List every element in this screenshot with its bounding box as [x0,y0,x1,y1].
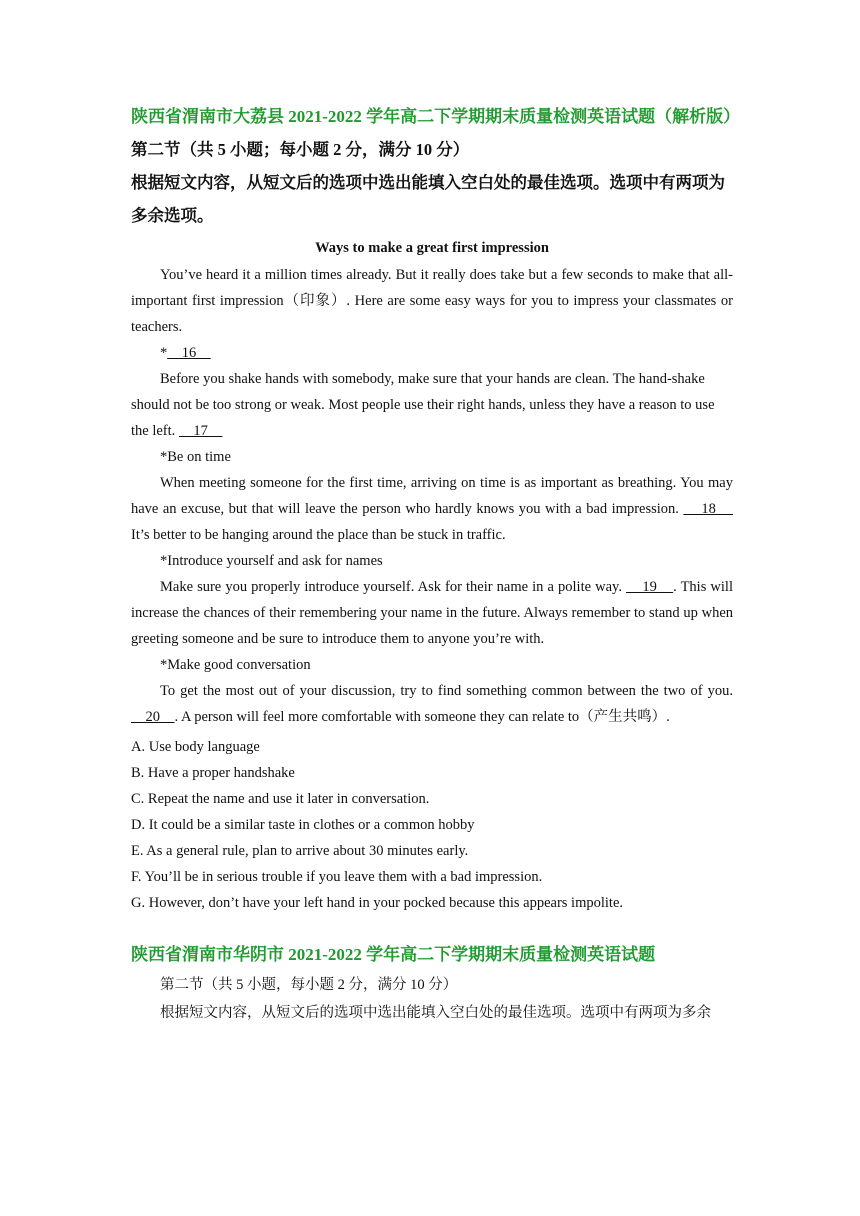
section2-title: 陕西省渭南市华阴市 2021-2022 学年高二下学期期末质量检测英语试题 [131,945,656,964]
heading-on-time: *Be on time [160,449,231,465]
paragraph-18 [131,470,733,548]
heading-conversation: *Make good conversation [160,657,311,673]
section1-title: 陕西省渭南市大荔县 2021-2022 学年高二下学期期末质量检测英语试题（解析版） [131,107,741,126]
blank-20: 20 [131,709,175,725]
options-list [131,734,733,916]
blank-16: 16 [167,345,211,361]
option-a: A. Use body language [131,739,260,755]
paragraph-20-text-a: To get the most out of your discussion, try to find something common between the two of you. [160,683,733,699]
option-d: D. It could be a similar taste in clothes or a common hobby [131,817,475,833]
option-b: B. Have a proper handshake [131,765,295,781]
section2-instruction: 根据短文内容，从短文后的选项中选出能填入空白处的最佳选项。选项中有两项为多余 [160,1005,711,1021]
paragraph-19-text-b: . This will increase the chances of their remembering your name in the future. Always remember to stand up when greeting someone and be sure to introduce them to anyone you’re with. [131,579,733,647]
heading-16 [131,340,733,366]
option-c: C. Repeat the name and use it later in conversation. [131,791,430,807]
paragraph-20-text-b: . A person will feel more comfortable with someone they can relate to（产生共鸣）. [174,709,670,725]
blank-17: 17 [178,423,223,439]
heading-16-prefix: * [160,345,168,361]
paragraph-16-text: Before you shake hands with somebody, make sure that your hands are clean. The hand-shake should not be too strong or weak. Most people use their right hands, unless they have a reason to use the left. [131,371,715,439]
section1-instruction: 根据短文内容，从短文后的选项中选出能填入空白处的最佳选项。选项中有两项为多余选项。 [131,173,725,225]
section2-part-heading: 第二节（共 5 小题，每小题 2 分，满分 10 分） [160,977,458,993]
section1-part-heading: 第二节（共 5 小题；每小题 2 分，满分 10 分） [131,140,470,159]
passage-intro: You’ve heard it a million times already. But it really does take but a few seconds to make that all-important first impression（印象）. Here are some easy ways for you to impress your classmates or teachers. [131,267,733,335]
heading-introduce: *Introduce yourself and ask for names [160,553,383,569]
option-f: F. You’ll be in serious trouble if you leave them with a bad impression. [131,869,543,885]
section-gap [131,916,733,938]
option-e: E. As a general rule, plan to arrive about 30 minutes early. [131,843,469,859]
option-g: G. However, don’t have your left hand in your pocked because this appears impolite. [131,895,624,911]
passage-title: Ways to make a great first impression [315,240,549,256]
paragraph-20 [131,678,733,730]
paragraph-18-text-a: When meeting someone for the first time, arriving on time is as important as breathing. You may have an excuse, but that will leave the person who hardly knows you with a bad impression. [131,475,733,517]
blank-19: 19 [626,579,674,595]
paragraph-19-text-a: Make sure you properly introduce yourself. Ask for their name in a polite way. [160,579,627,595]
paragraph-19 [131,574,733,652]
paragraph-18-text-b: It’s better to be hanging around the place than be stuck in traffic. [131,527,506,543]
blank-18: 18 [683,501,734,517]
page-content [131,100,741,1027]
paragraph-16 [131,366,733,444]
